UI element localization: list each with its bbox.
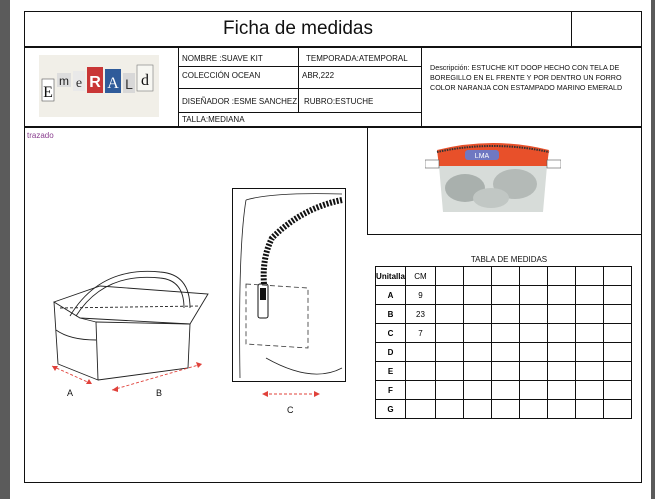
left-panel [0,0,10,499]
table-header-row [376,267,632,286]
table-row [376,343,632,362]
row-label: E [376,362,406,381]
row-cm [406,400,436,419]
label-b: B [156,388,163,398]
header-cm: CM [406,267,436,286]
field-disenador: DISEÑADOR :ESME SANCHEZ [182,97,298,106]
corner-box [571,11,642,47]
description: Descripción: ESTUCHE KIT DOOP HECHO CON TELA DE BOREGILLO EN EL FRENTE Y POR DENTRO UN FORRO COLOR NARANJA CON ESTAMPADO MARINO EMERALD [430,63,623,92]
row-label: C [376,324,406,343]
field-talla: TALLA:MEDIANA [182,115,245,124]
svg-text:L: L [125,76,133,92]
svg-text:E: E [43,84,53,101]
field-nombre: NOMBRE :SUAVE KIT [182,54,263,63]
table-row [376,305,632,324]
label-c: C [287,405,294,415]
row-label: G [376,400,406,419]
svg-text:A: A [107,75,119,92]
table-row [376,286,632,305]
row-cm: 9 [406,286,436,305]
sheet-title: Ficha de medidas [24,11,572,47]
label-a: A [67,388,74,398]
table-row [376,400,632,419]
dimension-c-arrow [260,388,322,400]
product-photo [425,136,561,218]
table-title: TABLA DE MEDIDAS [470,255,548,264]
table-row [376,324,632,343]
svg-text:e: e [75,76,83,91]
field-abr: ABR,222 [302,71,335,80]
svg-text:LMA: LMA [474,153,490,160]
svg-text:R: R [89,74,101,91]
row-cm [406,343,436,362]
zipper-drawing [232,188,346,382]
row-label: A [376,286,406,305]
trazado-label: trazado [27,131,54,140]
spec-sheet [10,0,651,499]
bag-drawing [40,260,220,400]
table-row [376,362,632,381]
emerald-logo [39,55,159,117]
row-label: D [376,343,406,362]
field-rubro: RUBRO:ESTUCHE [304,97,374,106]
row-label: B [376,305,406,324]
row-label: F [376,381,406,400]
row-cm: 23 [406,305,436,324]
field-temporada: TEMPORADA:ATEMPORAL [306,54,408,63]
measurements-table [375,266,632,419]
row-cm: 7 [406,324,436,343]
row-cm [406,362,436,381]
field-coleccion: COLECCIÓN OCEAN [182,71,261,80]
row-cm [406,381,436,400]
svg-text:m: m [59,74,69,88]
table-row [376,381,632,400]
svg-text:d: d [141,72,149,89]
header-unit: Unitalla [376,267,406,286]
